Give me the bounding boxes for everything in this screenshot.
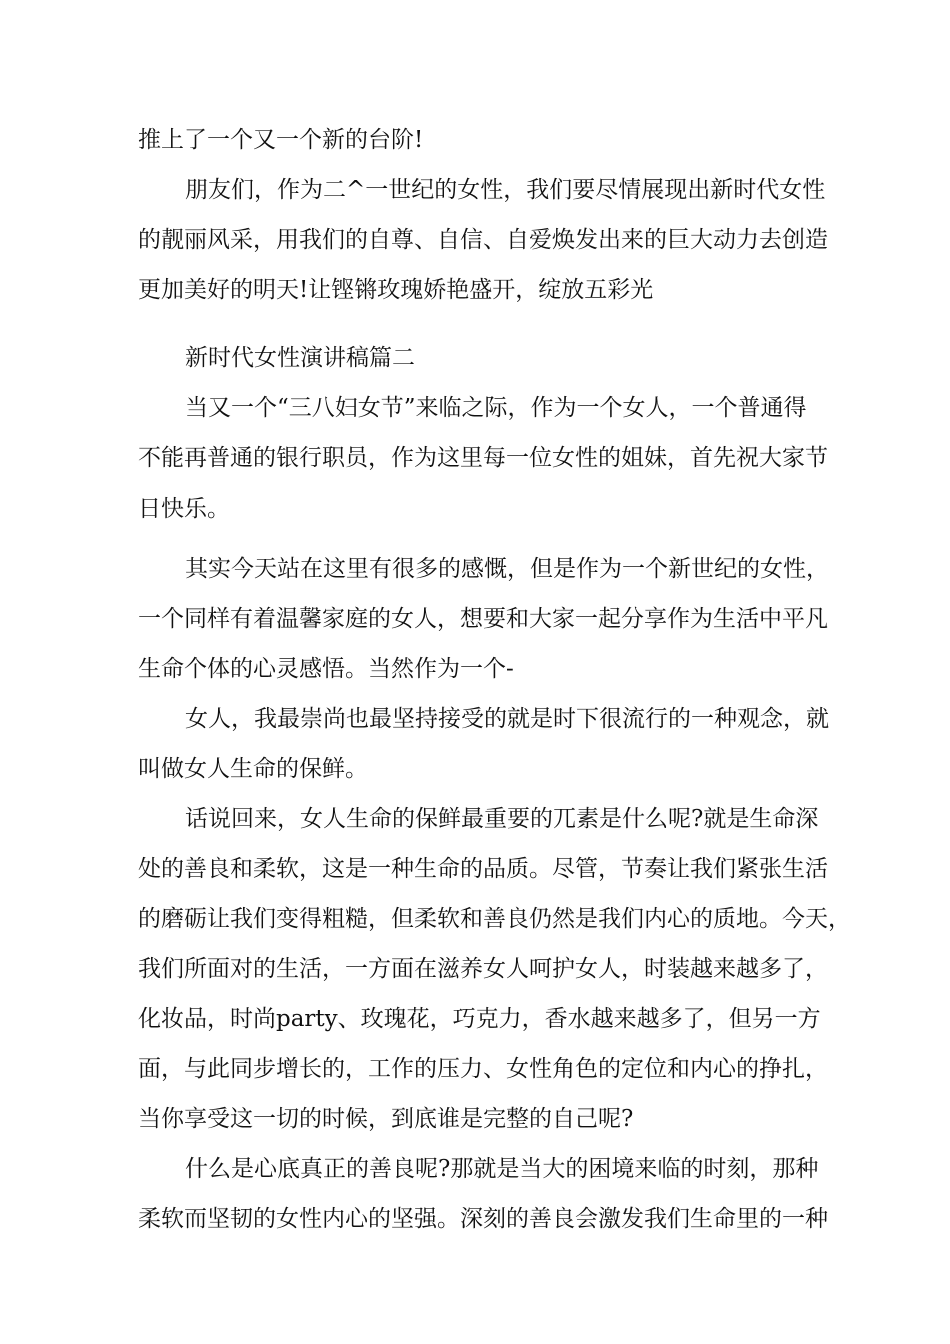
text-line: 处的善良和柔软，这是一种生命的品质。尽管，节奏让我们紧张生活 [138,856,828,882]
text-line: 一个同样有着温馨家庭的女人，想要和大家一起分享作为生活中平凡 [138,606,828,632]
text-line: 化妆品，时尚party、玫瑰花，巧克力，香水越来越多了，但另一方 [138,1006,821,1032]
text-line: 的磨砺让我们变得粗糙，但柔软和善良仍然是我们内心的质地。今天， [138,906,851,932]
text-line: 日快乐。 [138,496,230,522]
text-line: 其实今天站在这里有很多的感慨，但是作为一个新世纪的女性， [185,556,829,582]
text-line: 什么是心底真正的善良呢?那就是当大的困境来临的时刻，那种 [185,1156,819,1182]
text-line: 话说回来，女人生命的保鲜最重要的兀素是什么呢?就是生命深 [185,806,819,832]
text-line: 面，与此同步增长的，工作的压力、女性角色的定位和内心的挣扎， [138,1056,828,1082]
text-line: 不能再普通的银行职员，作为这里每一位女性的姐妹，首先祝大家节 [138,445,828,471]
text-line: 柔软而坚韧的女性内心的坚强。深刻的善良会激发我们生命里的一种 [138,1206,828,1232]
text-line: 推上了一个又一个新的台阶! [138,127,424,153]
section-heading: 新时代女性演讲稿篇二 [185,345,415,371]
text-line: 朋友们，作为二^一世纪的女性，我们要尽情展现出新时代女性 [185,177,826,203]
text-line: 当又一个“三八妇女节”来临之际，作为一个女人，一个普通得 [185,395,807,421]
text-line: 生命个体的心灵感悟。当然作为一个- [138,656,514,682]
text-line: 女人，我最崇尚也最坚持接受的就是时下很流行的一种观念，就 [185,706,829,732]
text-line: 叫做女人生命的保鲜。 [138,756,368,782]
text-line: 更加美好的明天!让铿锵玫瑰娇艳盛开，绽放五彩光 [138,277,654,303]
text-line: 我们所面对的生活，一方面在滋养女人呵护女人，时装越来越多了， [138,956,828,982]
text-line: 当你享受这一切的时候，到底谁是完整的自己呢? [138,1106,634,1132]
text-line: 的靓丽风采，用我们的自尊、自信、自爱焕发出来的巨大动力去创造 [138,227,828,253]
